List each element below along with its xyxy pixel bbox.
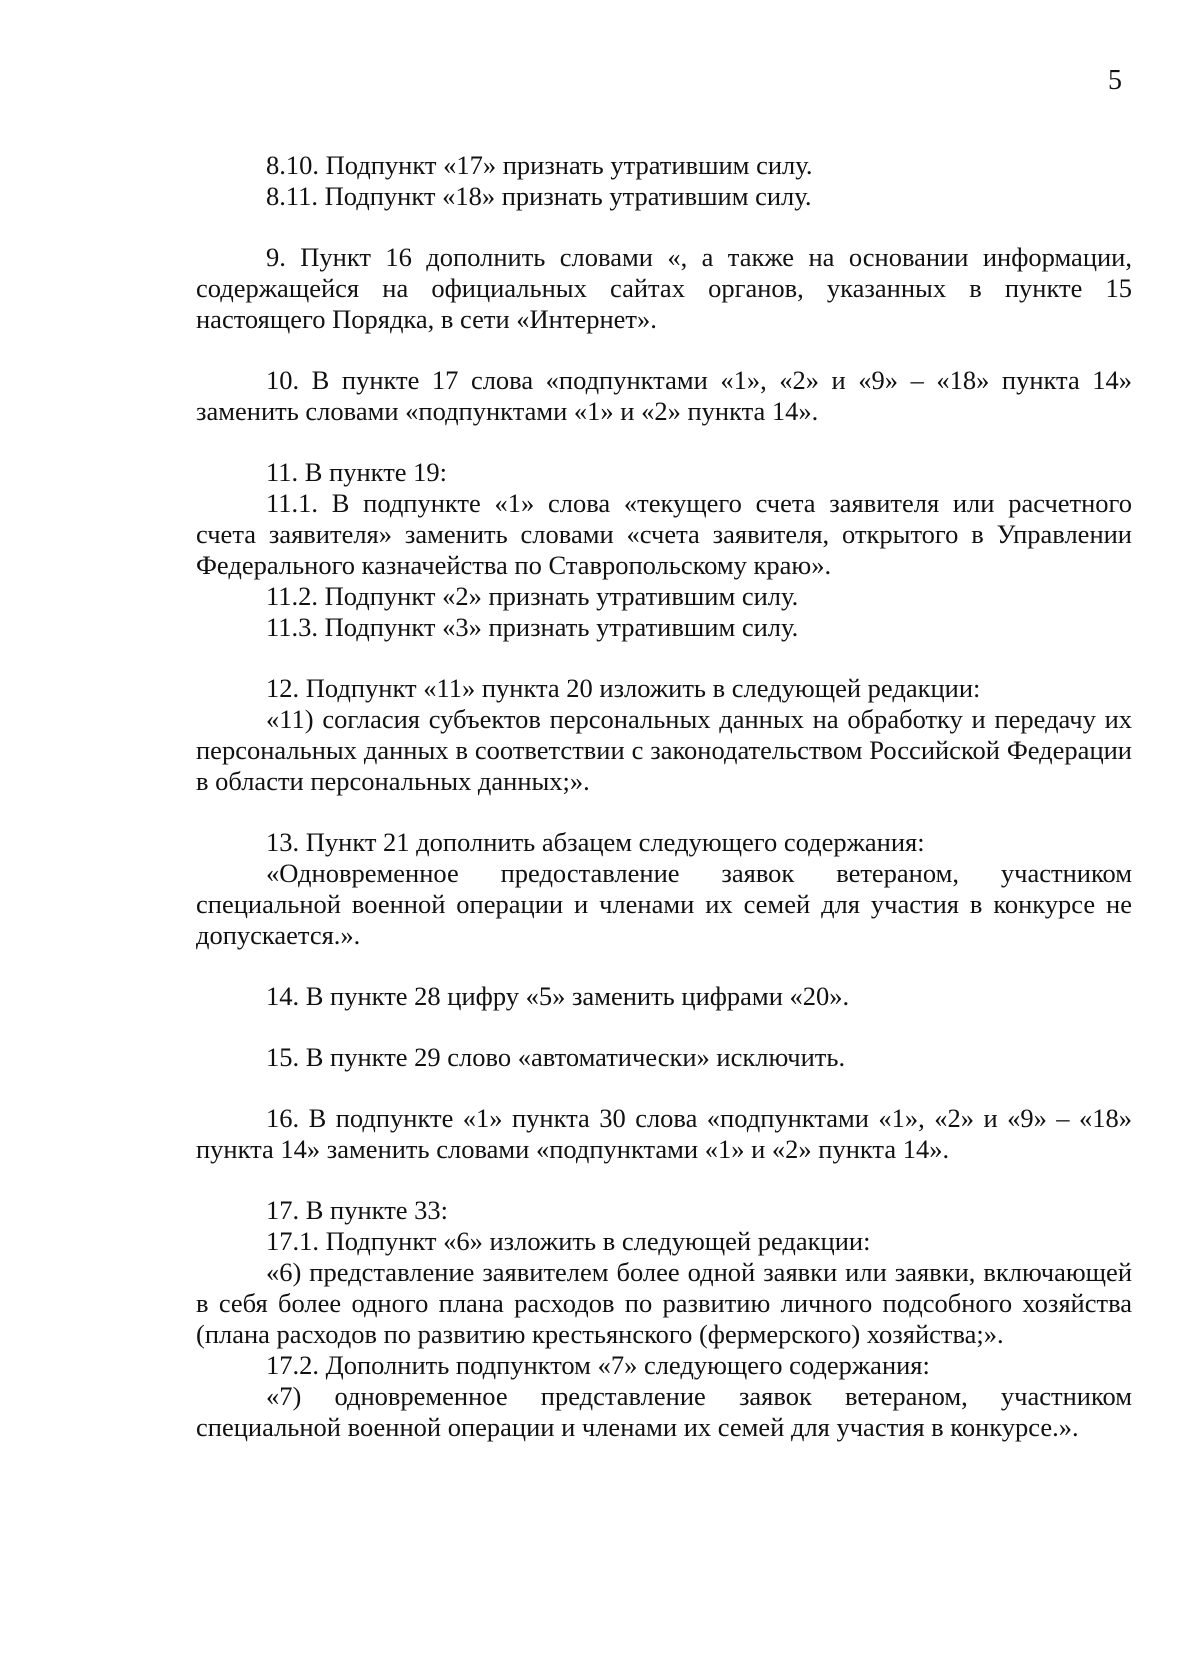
spacer bbox=[196, 951, 1132, 981]
paragraph-15: 15. В пункте 29 слово «автоматически» исключить. bbox=[266, 1042, 846, 1072]
paragraph-12: 12. Подпункт «11» пункта 20 изложить в следующей редакции: bbox=[266, 673, 981, 703]
paragraph-17-1-quote: «6) представление заявителем более одной заявки или заявки, включающей в себя более одного плана расходов по развитию личного подсобного хозяйства (плана расходов по развитию крестьянского (фермерского) хозяйства;». bbox=[196, 1257, 1132, 1349]
spacer bbox=[196, 797, 1132, 827]
paragraph-16: 16. В подпункте «1» пункта 30 слова «подпунктами «1», «2» и «9» – «18» пункта 14» заменить словами «подпунктами «1» и «2» пункта 14». bbox=[196, 1103, 1132, 1164]
paragraph-9: 9. Пункт 16 дополнить словами «, а также на основании информации, содержащейся на официальных сайтах органов, указанных в пункте 15 настоящего Порядка, в сети «Интернет». bbox=[196, 242, 1132, 334]
paragraph-14: 14. В пункте 28 цифру «5» заменить цифрами «20». bbox=[266, 981, 850, 1011]
paragraph-13-quote: «Одновременное предоставление заявок ветераном, участником специальной военной операции и членами их семей для участия в конкурсе не допускается.». bbox=[196, 858, 1132, 950]
spacer bbox=[196, 643, 1132, 673]
paragraph-13: 13. Пункт 21 дополнить абзацем следующего содержания: bbox=[266, 827, 925, 857]
spacer bbox=[196, 335, 1132, 365]
paragraph-11-3: 11.3. Подпункт «3» признать утратившим силу. bbox=[266, 612, 799, 642]
page-number: 5 bbox=[1108, 65, 1122, 96]
paragraph-11-1: 11.1. В подпункте «1» слова «текущего счета заявителя или расчетного счета заявителя» заменить словами «счета заявителя, открытого в Управлении Федерального казначейства по Ставропольскому краю». bbox=[196, 488, 1132, 580]
paragraph-17-2: 17.2. Дополнить подпунктом «7» следующего содержания: bbox=[266, 1350, 930, 1380]
spacer bbox=[196, 1073, 1132, 1103]
paragraph-8-11: 8.11. Подпункт «18» признать утратившим силу. bbox=[266, 181, 812, 211]
paragraph-10: 10. В пункте 17 слова «подпунктами «1», «2» и «9» – «18» пункта 14» заменить словами «подпунктами «1» и «2» пункта 14». bbox=[196, 365, 1132, 426]
paragraph-17-2-quote: «7) одновременное представление заявок ветераном, участником специальной военной операции и членами их семей для участия в конкурсе.». bbox=[196, 1381, 1132, 1442]
document-body bbox=[196, 150, 1132, 1443]
paragraph-11-2: 11.2. Подпункт «2» признать утратившим силу. bbox=[266, 581, 799, 611]
paragraph-17-1: 17.1. Подпункт «6» изложить в следующей редакции: bbox=[266, 1226, 871, 1256]
spacer bbox=[196, 1165, 1132, 1195]
paragraph-17: 17. В пункте 33: bbox=[266, 1195, 449, 1225]
paragraph-12-quote: «11) согласия субъектов персональных данных на обработку и передачу их персональных данных в соответствии с законодательством Российской Федерации в области персональных данных;». bbox=[196, 704, 1132, 796]
spacer bbox=[196, 427, 1132, 457]
spacer bbox=[196, 212, 1132, 242]
spacer bbox=[196, 1012, 1132, 1042]
paragraph-11: 11. В пункте 19: bbox=[266, 457, 448, 487]
paragraph-8-10: 8.10. Подпункт «17» признать утратившим силу. bbox=[266, 150, 813, 180]
